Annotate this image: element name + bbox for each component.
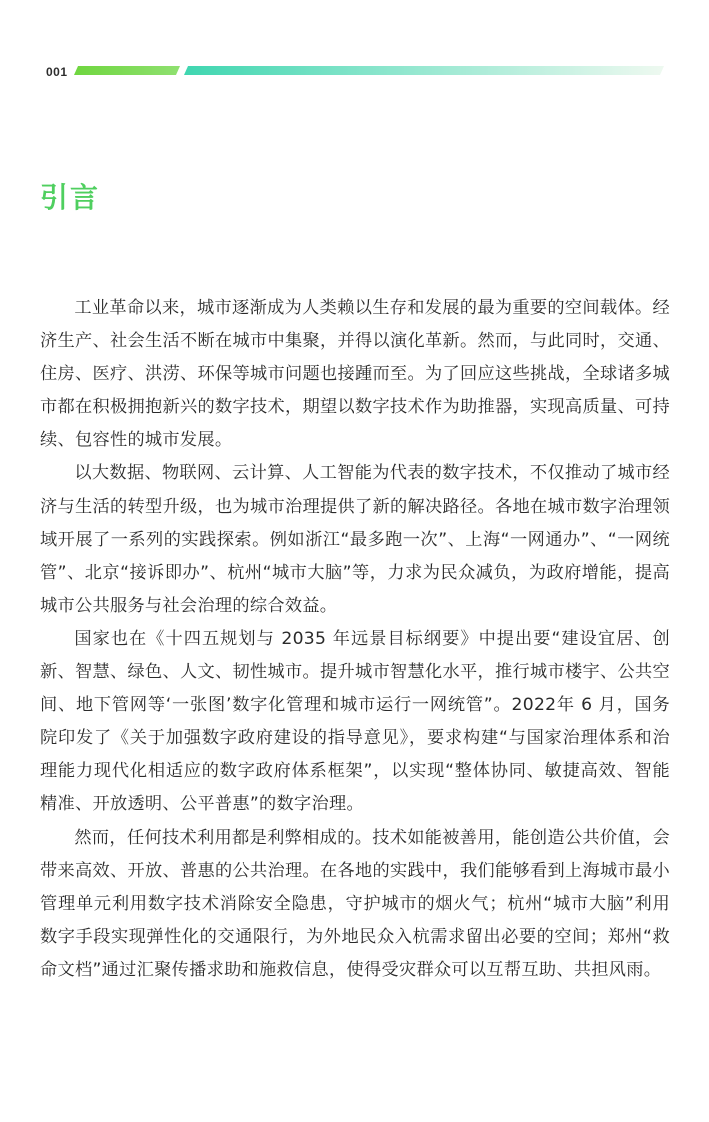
section-title: 引言 [40, 181, 101, 214]
paragraph: 以大数据、物联网、云计算、人工智能为代表的数字技术，不仅推动了城市经济与生活的转型升级，也为城市治理提供了新的解决路径。各地在城市数字治理领域开展了一系列的实践探索。例如浙江“最多跑一次”、上海“一网通办”、“一网统管”、北京“接诉即办”、杭州“城市大脑”等，力求为民众减负，为政府增能，提高城市公共服务与社会治理的综合效益。 [40, 463, 670, 616]
header-bar-teal-segment [184, 66, 664, 75]
header-bar-green-segment [74, 66, 180, 75]
paragraph: 然而，任何技术利用都是利弊相成的。技术如能被善用，能创造公共价值，会带来高效、开放、普惠的公共治理。在各地的实践中，我们能够看到上海城市最小管理单元利用数字技术消除安全隐患，守护城市的烟火气；杭州“城市大脑”利用数字手段实现弹性化的交通限行，为外地民众入杭需求留出必要的空间；郑州“救命文档”通过汇聚传播求助和施救信息，使得受灾群众可以互帮互助、共担风雨。 [40, 827, 670, 980]
header-decorative-bar [74, 66, 664, 75]
header-bar-graphic [74, 66, 664, 75]
page-number: 001 [46, 65, 68, 79]
paragraph: 工业革命以来，城市逐渐成为人类赖以生存和发展的最为重要的空间载体。经济生产、社会生活不断在城市中集聚，并得以演化革新。然而，与此同时，交通、住房、医疗、洪涝、环保等城市问题也接踵而至。为了回应这些挑战，全球诸多城市都在积极拥抱新兴的数字技术，期望以数字技术作为助推器，实现高质量、可持续、包容性的城市发展。 [40, 298, 670, 451]
paragraph: 国家也在《十四五规划与 2035 年远景目标纲要》中提出要“建设宜居、创新、智慧、绿色、人文、韧性城市。提升城市智慧化水平，推行城市楼宇、公共空间、地下管网等‘一张图’数字化管理和城市运行一网统管”。2022年 6 月，国务院印发了《关于加强数字政府建设的指导意见》，要求构建“与国家治理体系和治理能力现代化相适应的数字政府体系框架”，以实现“整体协同、敏捷高效、智能精准、开放透明、公平普惠”的数字治理。 [40, 628, 670, 815]
body-text [40, 292, 670, 987]
